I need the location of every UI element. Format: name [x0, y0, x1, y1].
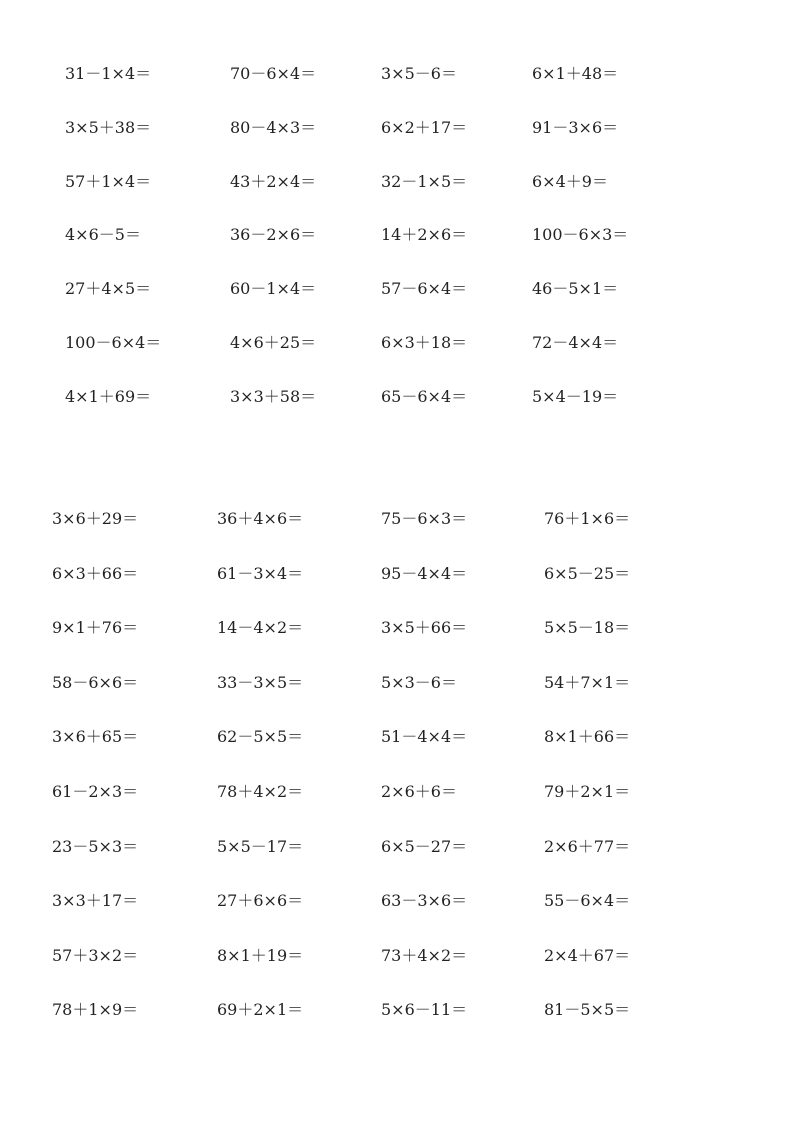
math-problem: 4×6－5＝ [65, 225, 141, 245]
math-problem: 5×3－6＝ [381, 672, 457, 692]
math-problem: 69＋2×1＝ [217, 1000, 304, 1020]
math-problem: 6×2＋17＝ [381, 117, 468, 137]
math-problem: 14＋2×6＝ [381, 225, 468, 245]
math-problem: 36－2×6＝ [230, 225, 317, 245]
math-problem: 2×6＋6＝ [381, 782, 457, 801]
math-problem: 100－6×4＝ [65, 333, 162, 352]
math-problem: 79＋2×1＝ [544, 782, 631, 801]
math-problem: 5×5－17＝ [217, 836, 304, 856]
math-problem: 57－6×4＝ [381, 279, 468, 299]
math-problem: 65－6×4＝ [381, 386, 468, 406]
math-problem: 78＋1×9＝ [52, 1000, 139, 1020]
math-problem: 91－3×6＝ [532, 117, 619, 137]
math-problem: 60－1×4＝ [230, 279, 317, 299]
math-problem: 58－6×6＝ [52, 672, 139, 692]
math-problem: 43＋2×4＝ [230, 171, 317, 191]
math-problem: 3×3＋17＝ [52, 891, 139, 911]
math-problem: 6×5－25＝ [544, 563, 631, 583]
math-problem: 31－1×4＝ [65, 64, 152, 83]
math-problem: 54＋7×1＝ [544, 672, 631, 692]
math-problem: 73＋4×2＝ [381, 945, 468, 965]
math-problem: 6×4＋9＝ [532, 171, 608, 191]
math-problem: 61－2×3＝ [52, 782, 139, 801]
math-problem: 36＋4×6＝ [217, 509, 304, 528]
math-problem: 14－4×2＝ [217, 618, 304, 638]
math-problem: 23－5×3＝ [52, 836, 139, 856]
math-problem: 6×3＋18＝ [381, 333, 468, 352]
math-problem: 80－4×3＝ [230, 117, 317, 137]
math-problem: 76＋1×6＝ [544, 509, 631, 528]
math-problem: 78＋4×2＝ [217, 782, 304, 801]
math-problem: 95－4×4＝ [381, 563, 468, 583]
math-problem: 3×6＋29＝ [52, 509, 139, 528]
math-problem: 61－3×4＝ [217, 563, 304, 583]
math-problem: 6×3＋66＝ [52, 563, 139, 583]
math-problem: 57＋1×4＝ [65, 171, 152, 191]
math-problem: 81－5×5＝ [544, 1000, 631, 1020]
math-problem: 8×1＋19＝ [217, 945, 304, 965]
math-problem: 62－5×5＝ [217, 727, 304, 747]
math-problem: 4×6＋25＝ [230, 333, 317, 352]
math-problem: 2×6＋77＝ [544, 836, 631, 856]
math-problem: 27＋6×6＝ [217, 891, 304, 911]
math-problem: 3×5＋38＝ [65, 117, 152, 137]
math-problem: 70－6×4＝ [230, 64, 317, 83]
math-problem: 63－3×6＝ [381, 891, 468, 911]
math-problem: 5×6－11＝ [381, 1000, 468, 1020]
math-problem: 27＋4×5＝ [65, 279, 152, 299]
math-problem: 3×5－6＝ [381, 64, 457, 83]
math-problem: 51－4×4＝ [381, 727, 468, 747]
math-problem: 4×1＋69＝ [65, 386, 152, 406]
math-problem: 9×1＋76＝ [52, 618, 139, 638]
math-problem: 3×3＋58＝ [230, 386, 317, 406]
math-problem: 6×1＋48＝ [532, 64, 619, 83]
math-problem: 3×6＋65＝ [52, 727, 139, 747]
math-problem: 8×1＋66＝ [544, 727, 631, 747]
math-problem: 32－1×5＝ [381, 171, 468, 191]
math-problem: 33－3×5＝ [217, 672, 304, 692]
math-problem: 2×4＋67＝ [544, 945, 631, 965]
math-problem: 6×5－27＝ [381, 836, 468, 856]
math-problem: 5×4－19＝ [532, 386, 619, 406]
math-problem: 55－6×4＝ [544, 891, 631, 911]
math-problem: 5×5－18＝ [544, 618, 631, 638]
math-problem: 57＋3×2＝ [52, 945, 139, 965]
math-problem: 72－4×4＝ [532, 333, 619, 352]
math-problem: 100－6×3＝ [532, 225, 629, 245]
math-problem: 46－5×1＝ [532, 279, 619, 299]
math-problem: 3×5＋66＝ [381, 618, 468, 638]
math-problem: 75－6×3＝ [381, 509, 468, 528]
